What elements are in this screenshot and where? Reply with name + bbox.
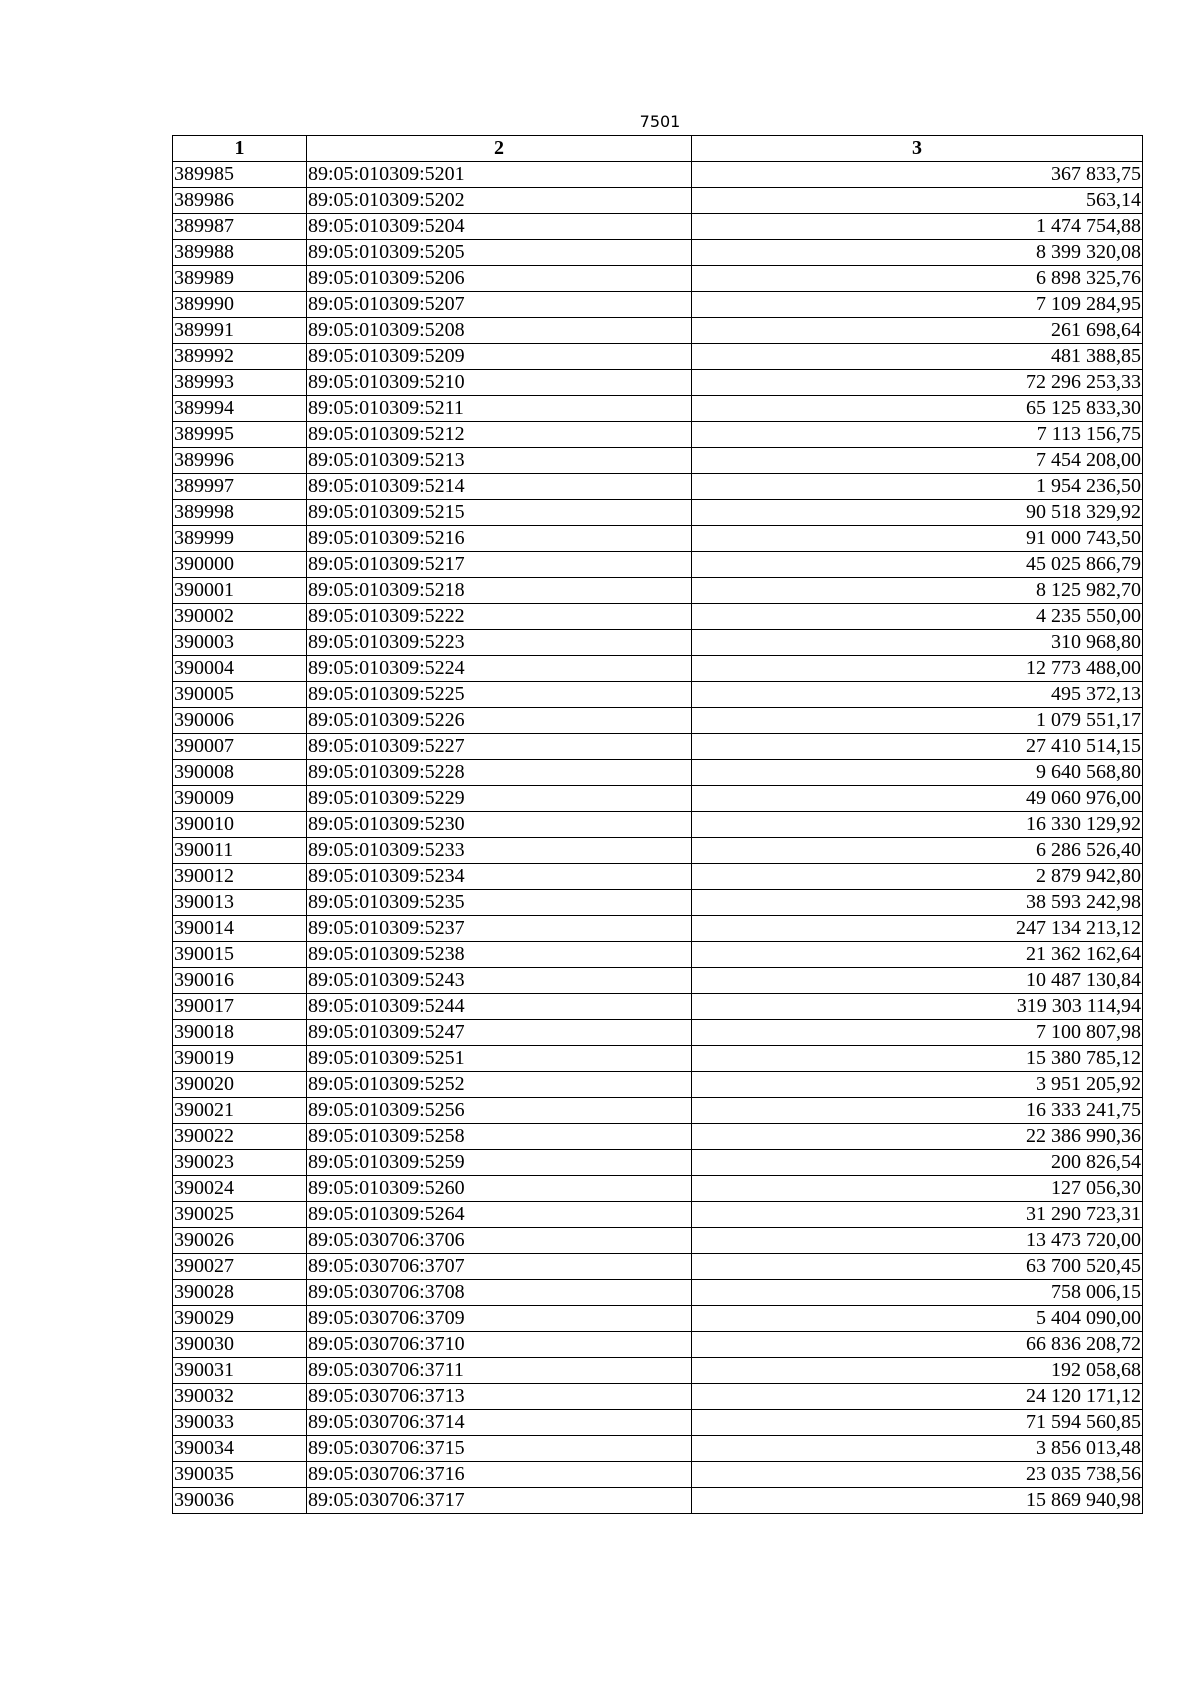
cadastral-number-cell: 89:05:010309:5259 [307,1150,692,1176]
column-header-2: 2 [307,136,692,162]
cadastral-number-cell: 89:05:010309:5235 [307,890,692,916]
value-cell: 16 330 129,92 [692,812,1143,838]
table-row [173,656,1143,682]
row-number-cell: 389991 [173,318,307,344]
cadastral-number-cell: 89:05:010309:5228 [307,760,692,786]
table-row [173,1488,1143,1514]
table-row [173,1332,1143,1358]
row-number-cell: 390025 [173,1202,307,1228]
table-row [173,500,1143,526]
cadastral-number-cell: 89:05:010309:5264 [307,1202,692,1228]
table-row [173,1254,1143,1280]
table-row [173,916,1143,942]
row-number-cell: 390015 [173,942,307,968]
table-row [173,318,1143,344]
row-number-cell: 390018 [173,1020,307,1046]
cadastral-number-cell: 89:05:010309:5225 [307,682,692,708]
cadastral-number-cell: 89:05:010309:5258 [307,1124,692,1150]
table-row [173,630,1143,656]
value-cell: 7 100 807,98 [692,1020,1143,1046]
row-number-cell: 389999 [173,526,307,552]
table-row [173,1072,1143,1098]
cadastral-number-cell: 89:05:030706:3706 [307,1228,692,1254]
row-number-cell: 389990 [173,292,307,318]
value-cell: 127 056,30 [692,1176,1143,1202]
value-cell: 49 060 976,00 [692,786,1143,812]
cadastral-number-cell: 89:05:010309:5223 [307,630,692,656]
cadastral-number-cell: 89:05:010309:5243 [307,968,692,994]
row-number-cell: 390004 [173,656,307,682]
cadastral-number-cell: 89:05:010309:5215 [307,500,692,526]
row-number-cell: 390027 [173,1254,307,1280]
value-cell: 319 303 114,94 [692,994,1143,1020]
cadastral-number-cell: 89:05:030706:3707 [307,1254,692,1280]
cadastral-number-cell: 89:05:010309:5213 [307,448,692,474]
table-row [173,942,1143,968]
row-number-cell: 390007 [173,734,307,760]
value-cell: 261 698,64 [692,318,1143,344]
cadastral-number-cell: 89:05:010309:5217 [307,552,692,578]
row-number-cell: 390028 [173,1280,307,1306]
value-cell: 65 125 833,30 [692,396,1143,422]
table-row [173,1462,1143,1488]
value-cell: 192 058,68 [692,1358,1143,1384]
value-cell: 1 954 236,50 [692,474,1143,500]
row-number-cell: 390031 [173,1358,307,1384]
value-cell: 5 404 090,00 [692,1306,1143,1332]
row-number-cell: 390000 [173,552,307,578]
cadastral-number-cell: 89:05:030706:3715 [307,1436,692,1462]
value-cell: 563,14 [692,188,1143,214]
cadastral-number-cell: 89:05:010309:5201 [307,162,692,188]
table-row [173,396,1143,422]
value-cell: 23 035 738,56 [692,1462,1143,1488]
table-row [173,526,1143,552]
cadastral-number-cell: 89:05:010309:5207 [307,292,692,318]
row-number-cell: 389987 [173,214,307,240]
value-cell: 2 879 942,80 [692,864,1143,890]
cadastral-number-cell: 89:05:030706:3709 [307,1306,692,1332]
cadastral-number-cell: 89:05:030706:3716 [307,1462,692,1488]
row-number-cell: 390010 [173,812,307,838]
table-row [173,968,1143,994]
cadastral-number-cell: 89:05:010309:5260 [307,1176,692,1202]
cadastral-number-cell: 89:05:010309:5222 [307,604,692,630]
row-number-cell: 389994 [173,396,307,422]
cadastral-number-cell: 89:05:010309:5247 [307,1020,692,1046]
cadastral-number-cell: 89:05:010309:5204 [307,214,692,240]
table-body [173,162,1143,1514]
table-row [173,188,1143,214]
cadastral-number-cell: 89:05:010309:5224 [307,656,692,682]
table-row [173,448,1143,474]
row-number-cell: 389985 [173,162,307,188]
row-number-cell: 390016 [173,968,307,994]
row-number-cell: 389986 [173,188,307,214]
row-number-cell: 389993 [173,370,307,396]
value-cell: 27 410 514,15 [692,734,1143,760]
cadastral-number-cell: 89:05:010309:5230 [307,812,692,838]
row-number-cell: 390013 [173,890,307,916]
cadastral-number-cell: 89:05:010309:5216 [307,526,692,552]
value-cell: 310 968,80 [692,630,1143,656]
table-row [173,240,1143,266]
row-number-cell: 390021 [173,1098,307,1124]
value-cell: 72 296 253,33 [692,370,1143,396]
column-header-1: 1 [173,136,307,162]
value-cell: 8 399 320,08 [692,240,1143,266]
row-number-cell: 389992 [173,344,307,370]
table-row [173,474,1143,500]
table-row [173,1358,1143,1384]
cadastral-number-cell: 89:05:010309:5237 [307,916,692,942]
table-row [173,708,1143,734]
value-cell: 22 386 990,36 [692,1124,1143,1150]
cadastral-number-cell: 89:05:010309:5212 [307,422,692,448]
table-row [173,162,1143,188]
value-cell: 247 134 213,12 [692,916,1143,942]
value-cell: 91 000 743,50 [692,526,1143,552]
value-cell: 7 454 208,00 [692,448,1143,474]
table-row [173,1306,1143,1332]
value-cell: 758 006,15 [692,1280,1143,1306]
cadastral-number-cell: 89:05:010309:5211 [307,396,692,422]
table-row [173,1228,1143,1254]
value-cell: 63 700 520,45 [692,1254,1143,1280]
row-number-cell: 389996 [173,448,307,474]
row-number-cell: 390008 [173,760,307,786]
row-number-cell: 390033 [173,1410,307,1436]
table-row [173,682,1143,708]
row-number-cell: 390024 [173,1176,307,1202]
cadastral-number-cell: 89:05:010309:5238 [307,942,692,968]
table-row [173,604,1143,630]
row-number-cell: 390005 [173,682,307,708]
value-cell: 90 518 329,92 [692,500,1143,526]
table-row [173,1150,1143,1176]
cadastral-number-cell: 89:05:030706:3713 [307,1384,692,1410]
table-row [173,292,1143,318]
table-row [173,734,1143,760]
cadastral-number-cell: 89:05:030706:3714 [307,1410,692,1436]
row-number-cell: 390009 [173,786,307,812]
cadastral-number-cell: 89:05:010309:5210 [307,370,692,396]
table-row [173,1436,1143,1462]
row-number-cell: 390011 [173,838,307,864]
value-cell: 21 362 162,64 [692,942,1143,968]
table-row [173,864,1143,890]
cadastral-number-cell: 89:05:010309:5209 [307,344,692,370]
value-cell: 200 826,54 [692,1150,1143,1176]
row-number-cell: 390023 [173,1150,307,1176]
table-row [173,1098,1143,1124]
value-cell: 71 594 560,85 [692,1410,1143,1436]
row-number-cell: 390036 [173,1488,307,1514]
cadastral-number-cell: 89:05:010309:5251 [307,1046,692,1072]
value-cell: 8 125 982,70 [692,578,1143,604]
table-row [173,812,1143,838]
value-cell: 45 025 866,79 [692,552,1143,578]
row-number-cell: 390030 [173,1332,307,1358]
row-number-cell: 390034 [173,1436,307,1462]
table-row [173,344,1143,370]
value-cell: 24 120 171,12 [692,1384,1143,1410]
table-row [173,1124,1143,1150]
value-cell: 10 487 130,84 [692,968,1143,994]
cadastral-number-cell: 89:05:010309:5229 [307,786,692,812]
cadastral-number-cell: 89:05:010309:5202 [307,188,692,214]
value-cell: 15 869 940,98 [692,1488,1143,1514]
row-number-cell: 390026 [173,1228,307,1254]
value-cell: 1 079 551,17 [692,708,1143,734]
cadastral-number-cell: 89:05:030706:3717 [307,1488,692,1514]
table-row [173,786,1143,812]
value-cell: 1 474 754,88 [692,214,1143,240]
table-row [173,890,1143,916]
row-number-cell: 389998 [173,500,307,526]
table-row [173,266,1143,292]
row-number-cell: 389995 [173,422,307,448]
header-row [173,136,1143,162]
cadastral-number-cell: 89:05:010309:5214 [307,474,692,500]
page-number: 7501 [639,112,681,131]
value-cell: 367 833,75 [692,162,1143,188]
table-row [173,1280,1143,1306]
cadastral-number-cell: 89:05:010309:5252 [307,1072,692,1098]
row-number-cell: 390029 [173,1306,307,1332]
value-cell: 13 473 720,00 [692,1228,1143,1254]
table-row [173,1202,1143,1228]
value-cell: 3 856 013,48 [692,1436,1143,1462]
value-cell: 38 593 242,98 [692,890,1143,916]
cadastral-number-cell: 89:05:010309:5234 [307,864,692,890]
value-cell: 4 235 550,00 [692,604,1143,630]
table-row [173,1020,1143,1046]
cadastral-number-cell: 89:05:010309:5206 [307,266,692,292]
value-cell: 7 113 156,75 [692,422,1143,448]
table-row [173,578,1143,604]
value-cell: 495 372,13 [692,682,1143,708]
value-cell: 6 286 526,40 [692,838,1143,864]
value-cell: 31 290 723,31 [692,1202,1143,1228]
row-number-cell: 390003 [173,630,307,656]
cadastral-number-cell: 89:05:010309:5218 [307,578,692,604]
cadastral-number-cell: 89:05:010309:5256 [307,1098,692,1124]
row-number-cell: 390001 [173,578,307,604]
cadastral-number-cell: 89:05:030706:3708 [307,1280,692,1306]
row-number-cell: 390002 [173,604,307,630]
row-number-cell: 390012 [173,864,307,890]
value-cell: 481 388,85 [692,344,1143,370]
cadastral-number-cell: 89:05:030706:3711 [307,1358,692,1384]
cadastral-number-cell: 89:05:010309:5244 [307,994,692,1020]
value-cell: 15 380 785,12 [692,1046,1143,1072]
row-number-cell: 390017 [173,994,307,1020]
cadastral-number-cell: 89:05:010309:5233 [307,838,692,864]
row-number-cell: 389988 [173,240,307,266]
row-number-cell: 390006 [173,708,307,734]
table-row [173,422,1143,448]
row-number-cell: 390019 [173,1046,307,1072]
row-number-cell: 390020 [173,1072,307,1098]
table-row [173,1384,1143,1410]
table-row [173,552,1143,578]
row-number-cell: 389997 [173,474,307,500]
value-cell: 66 836 208,72 [692,1332,1143,1358]
registry-table [172,135,1143,1514]
column-header-3: 3 [692,136,1143,162]
cadastral-number-cell: 89:05:010309:5227 [307,734,692,760]
cadastral-number-cell: 89:05:010309:5208 [307,318,692,344]
value-cell: 9 640 568,80 [692,760,1143,786]
table-row [173,1410,1143,1436]
table-row [173,994,1143,1020]
value-cell: 16 333 241,75 [692,1098,1143,1124]
cadastral-number-cell: 89:05:010309:5226 [307,708,692,734]
row-number-cell: 389989 [173,266,307,292]
cadastral-number-cell: 89:05:010309:5205 [307,240,692,266]
row-number-cell: 390014 [173,916,307,942]
table-row [173,370,1143,396]
row-number-cell: 390022 [173,1124,307,1150]
table-row [173,1176,1143,1202]
value-cell: 12 773 488,00 [692,656,1143,682]
table-row [173,760,1143,786]
value-cell: 3 951 205,92 [692,1072,1143,1098]
table-row [173,214,1143,240]
row-number-cell: 390032 [173,1384,307,1410]
row-number-cell: 390035 [173,1462,307,1488]
table-row [173,1046,1143,1072]
value-cell: 7 109 284,95 [692,292,1143,318]
value-cell: 6 898 325,76 [692,266,1143,292]
cadastral-number-cell: 89:05:030706:3710 [307,1332,692,1358]
table-row [173,838,1143,864]
table-header [173,136,1143,162]
